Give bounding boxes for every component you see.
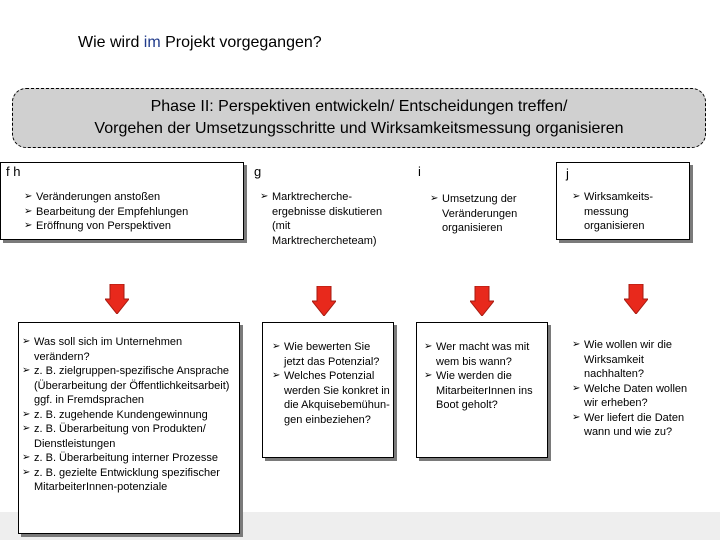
list-item: ➢ Wie bewerten Sie jetzt das Potenzial?	[272, 340, 390, 369]
list-item: ➢ z. B. zielgruppen-spezifische Ansprache (Überarbeitung der Öffentlichkeitsarbeit) ggf. in Fremdsprachen	[22, 364, 236, 408]
col2-down-arrow-icon	[312, 286, 336, 316]
list-item: ➢ Wirksamkeits-messung organisieren	[572, 190, 684, 234]
col3-down-arrow-icon	[470, 286, 494, 316]
col4-down-arrow-icon	[624, 284, 648, 314]
col3-bottom-list	[424, 340, 544, 413]
list-item: ➢ Wer liefert die Daten wann und wie zu?	[572, 411, 704, 440]
col2-tag: g	[254, 164, 262, 179]
col1-bottom-list	[22, 335, 236, 495]
list-item: ➢ z. B. Überarbeitung interner Prozesse	[22, 451, 236, 466]
col4-tag: j	[566, 166, 569, 181]
col1-top-list	[24, 190, 234, 234]
col4-bottom-list	[572, 338, 704, 440]
col4-top-list	[572, 190, 684, 234]
list-item: ➢ Was soll sich im Unternehmen verändern?	[22, 335, 236, 364]
phase-line-2: Vorgehen der Umsetzungsschritte und Wirksamkeitsmessung organisieren	[94, 120, 624, 137]
list-item: ➢ z. B. Überarbeitung von Produkten/ Dienstleistungen	[22, 422, 236, 451]
col3-top-list	[430, 192, 552, 236]
list-item: ➢ Wer macht was mit wem bis wann?	[424, 340, 544, 369]
list-item: ➢ z. B. zugehende Kundengewinnung	[22, 408, 236, 423]
col2-bottom-list	[272, 340, 390, 427]
col3-tag: i	[418, 164, 421, 179]
list-item: ➢ Marktrecherche-ergebnisse diskutieren (mit Marktrechercheteam)	[260, 190, 385, 248]
list-item: ➢ z. B. gezielte Entwicklung spezifischer MitarbeiterInnen-potenziale	[22, 466, 236, 495]
list-item: ➢ Wie werden die MitarbeiterInnen ins Boot geholt?	[424, 369, 544, 413]
phase-line-1: Phase II: Perspektiven entwickeln/ Entscheidungen treffen/	[150, 98, 568, 115]
list-item: ➢ Eröffnung von Perspektiven	[24, 219, 234, 234]
col1-tag: f h	[6, 164, 21, 179]
list-item: ➢ Umsetzung der Veränderungen organisieren	[430, 192, 552, 236]
list-item: ➢ Welches Potenzial werden Sie konkret in die Akquisebemühun-gen einbeziehen?	[272, 369, 390, 427]
list-item: ➢ Bearbeitung der Empfehlungen	[24, 205, 234, 220]
list-item: ➢ Welche Daten wollen wir erheben?	[572, 382, 704, 411]
phase-banner	[12, 88, 706, 148]
col2-top-list	[260, 190, 385, 248]
list-item: ➢ Wie wollen wir die Wirksamkeit nachhalten?	[572, 338, 704, 382]
page-title: Wie wird im Projekt vorgegangen?	[78, 34, 322, 51]
col1-down-arrow-icon	[105, 284, 129, 314]
list-item: ➢ Veränderungen anstoßen	[24, 190, 234, 205]
